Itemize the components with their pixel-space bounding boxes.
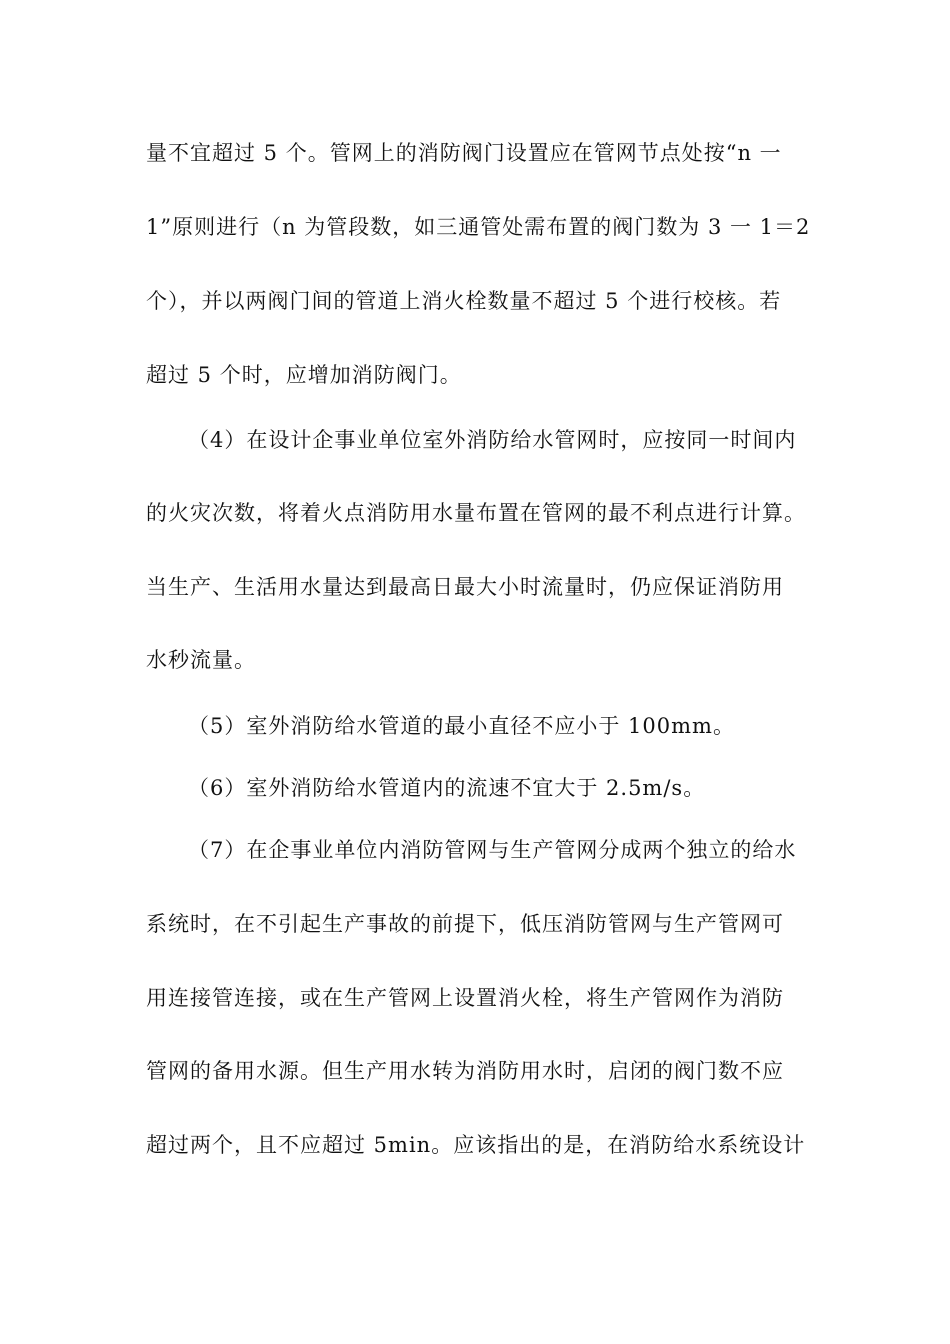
- text-line-10: （6）室外消防给水管道内的流速不宜大于 2.5m/s。: [188, 776, 706, 800]
- text-line-7: 当生产、生活用水量达到最高日最大小时流量时，仍应保证消防用: [146, 575, 784, 599]
- text-line-8: 水秒流量。: [146, 648, 256, 672]
- text-line-11: （7）在企事业单位内消防管网与生产管网分成两个独立的给水: [188, 838, 797, 862]
- text-line-9: （5）室外消防给水管道的最小直径不应小于 100mm。: [188, 714, 735, 738]
- text-line-15: 超过两个，且不应超过 5min。应该指出的是，在消防给水系统设计: [146, 1133, 806, 1157]
- text-line-14: 管网的备用水源。但生产用水转为消防用水时，启闭的阀门数不应: [146, 1059, 784, 1083]
- text-line-1: 量不宜超过 5 个。管网上的消防阀门设置应在管网节点处按“n 一: [146, 141, 782, 165]
- text-line-4: 超过 5 个时，应增加消防阀门。: [146, 363, 462, 387]
- text-line-5: （4）在设计企事业单位室外消防给水管网时，应按同一时间内: [188, 428, 797, 452]
- text-line-2: 1”原则进行（n 为管段数，如三通管处需布置的阀门数为 3 一 1＝2: [146, 215, 811, 239]
- text-line-12: 系统时，在不引起生产事故的前提下，低压消防管网与生产管网可: [146, 912, 784, 936]
- text-line-3: 个），并以两阀门间的管道上消火栓数量不超过 5 个进行校核。若: [146, 289, 782, 313]
- text-line-13: 用连接管连接，或在生产管网上设置消火栓，将生产管网作为消防: [146, 986, 784, 1010]
- text-line-6: 的火灾次数，将着火点消防用水量布置在管网的最不利点进行计算。: [146, 501, 806, 525]
